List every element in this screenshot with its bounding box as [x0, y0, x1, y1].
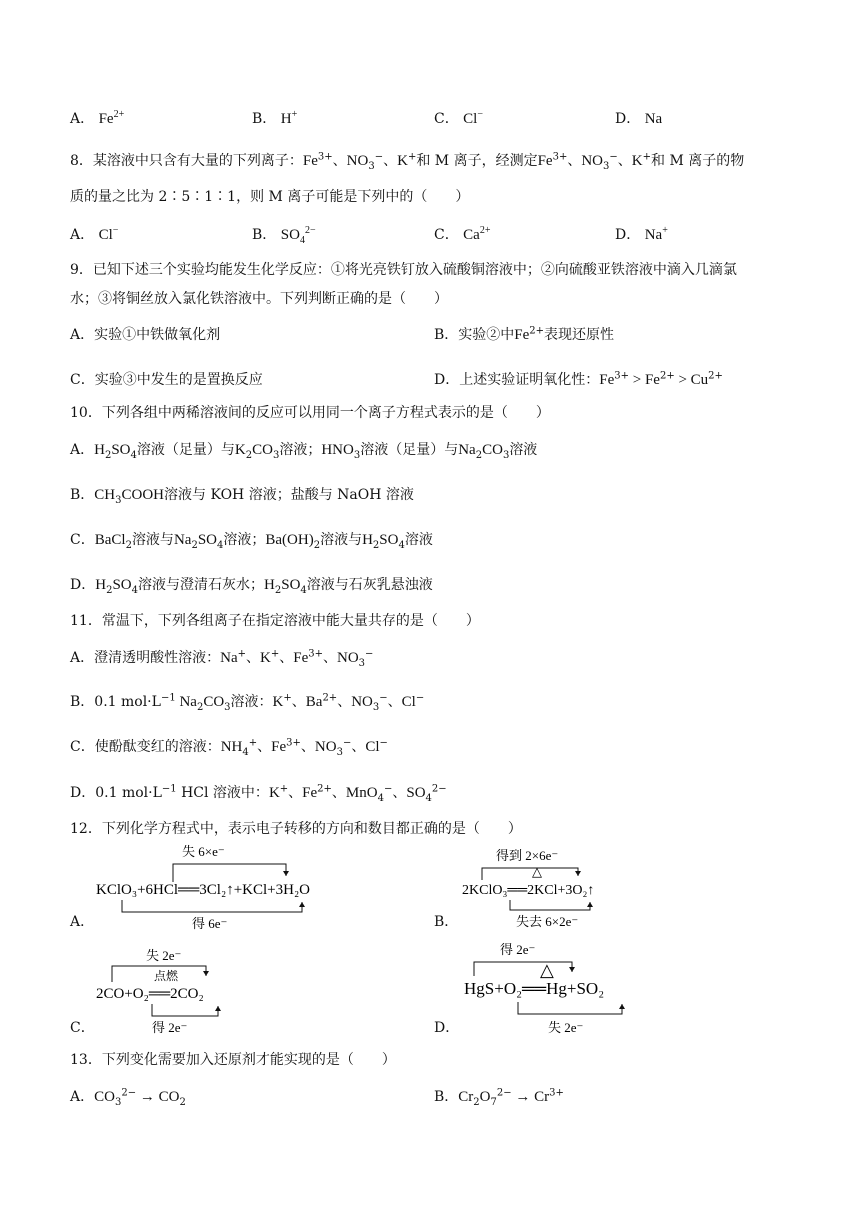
q7-option-b: B． H+ [252, 109, 298, 127]
q12-d-bottom-label: 失 2e⁻ [548, 1020, 584, 1035]
q12-a-bottom-label: 得 6e⁻ [192, 916, 228, 930]
q11-option-d: D．0.1 $mol\cdot L^{-1}$ HCl 溶液中：K+、$Fe^{2+}$、MnO$_4$−、$SO_4^{2-}$ [70, 783, 447, 804]
q12-c-top-label: 失 2e⁻ [146, 948, 182, 963]
q12-option-c-letter: C． [70, 1020, 95, 1036]
q9-option-a: A．实验①中铁做氧化剂 [70, 327, 221, 343]
q12-b-bottom-label: 失去 6×2e⁻ [516, 914, 579, 929]
q12-option-d-letter: D． [434, 1020, 460, 1036]
q12-option-d-diagram [462, 936, 652, 1036]
q11-option-c: C．使酚酞变红的溶液：$NH_4^+$、$Fe^{3+}$、$NO_3^-$、Cl− [70, 737, 388, 758]
q8-option-a: A． Cl− [70, 225, 119, 243]
q8-stem-line2: 质的量之比为 2∶5∶1∶1，则 M 离子可能是下列中的（ ） [70, 189, 470, 205]
q10-option-d: D．$H_2SO_4$溶液与澄清石灰水；$H_2SO_4$溶液与石灰乳悬浊液 [70, 577, 433, 596]
q9-stem-line1: 9．已知下述三个实验均能发生化学反应：①将光亮铁钉放入硫酸铜溶液中；②向硫酸亚铁溶液中滴入几滴氯 [70, 262, 737, 278]
q9-option-b: B．实验②中$Fe^{2+}$表现还原性 [434, 325, 615, 343]
q12-stem: 12．下列化学方程式中，表示电子转移的方向和数目都正确的是（ ） [70, 821, 522, 837]
q12-d-equation: HgS+O₂══Hg+SO₂ [464, 979, 605, 998]
q12-b-condition: △ [532, 864, 542, 879]
q12-option-b-diagram [460, 846, 680, 930]
q12-option-a-letter: A． [70, 914, 95, 930]
q12-option-b-letter: B． [434, 914, 459, 930]
q12-b-equation: 2KClO₃══2KCl+3O₂↑ [462, 883, 595, 898]
q7-option-a: A． $Fe^{2+}$ [70, 109, 125, 127]
q13-stem: 13．下列变化需要加入还原剂才能实现的是（ ） [70, 1052, 396, 1068]
q11-option-b: B．0.1 $mol\cdot L^{-1}$ $Na_2CO_3$溶液：K+、$Ba^{2+}$、$NO_3^-$、Cl− [70, 692, 425, 713]
q10-option-a: A．$H_2SO_4$溶液（足量）与$K_2CO_3$溶液；$HNO_3$溶液（足量）与$Na_2CO_3$溶液 [70, 442, 538, 461]
q12-c-condition: 点燃 [154, 969, 179, 983]
q12-d-top-label: 得 2e⁻ [500, 942, 536, 957]
q13-option-a: A．$CO_3^{2-} \to CO_2$ [70, 1087, 186, 1108]
q8-option-d: D． Na+ [615, 225, 668, 243]
q10-stem: 10．下列各组中两稀溶液间的反应可以用同一个离子方程式表示的是（ ） [70, 405, 550, 421]
q10-option-b: B．$CH_3COOH$溶液与 KOH 溶液；盐酸与 NaOH 溶液 [70, 487, 414, 506]
q8-option-c: C． $Ca^{2+}$ [434, 225, 491, 243]
q12-a-equation: KClO₃+6HCl══3Cl₂↑+KCl+3H₂O [96, 882, 311, 898]
q12-option-a-diagram [94, 840, 384, 930]
q7-option-d: D． Na [615, 111, 663, 127]
q10-option-c: C．BaCl$_2$溶液与$Na_2SO_4$溶液；$Ba(OH)_2$溶液与$H_2SO_4$溶液 [70, 532, 433, 551]
q13-option-b: B．$Cr_2O_7^{2-} \to Cr^{3+}$ [434, 1087, 564, 1108]
q9-stem-line2: 水；③将铜丝放入氯化铁溶液中。下列判断正确的是（ ） [70, 291, 448, 307]
q8-stem-line1: 8．某溶液中只含有大量的下列离子：$Fe^{3+}$、$NO_3^-$、K+和 M 离子，经测定$Fe^{3+}$、$NO_3^-$、K+和 M 离子的物 [70, 151, 745, 172]
q12-c-bottom-label: 得 2e⁻ [152, 1020, 188, 1035]
q11-option-a: A．澄清透明酸性溶液：Na+、K+、$Fe^{3+}$、$NO_3^-$ [70, 648, 374, 669]
q11-stem: 11．常温下，下列各组离子在指定溶液中能大量共存的是（ ） [70, 613, 480, 629]
q7-option-c: C． Cl− [434, 109, 483, 127]
q9-option-d: D．上述实验证明氧化性：$Fe^{3+} > Fe^{2+} > Cu^{2+}$ [434, 370, 723, 388]
q9-option-c: C．实验③中发生的是置换反应 [70, 372, 263, 388]
q12-b-top-label: 得到 2×6e⁻ [496, 848, 559, 863]
q12-d-condition: △ [540, 960, 554, 980]
q8-option-b: B． $SO_4^{2-}$ [252, 225, 316, 246]
q12-a-top-label: 失 6×e⁻ [182, 844, 225, 859]
q12-option-c-diagram [94, 946, 254, 1036]
q12-c-equation: 2CO+O₂══2CO₂ [96, 986, 204, 1002]
